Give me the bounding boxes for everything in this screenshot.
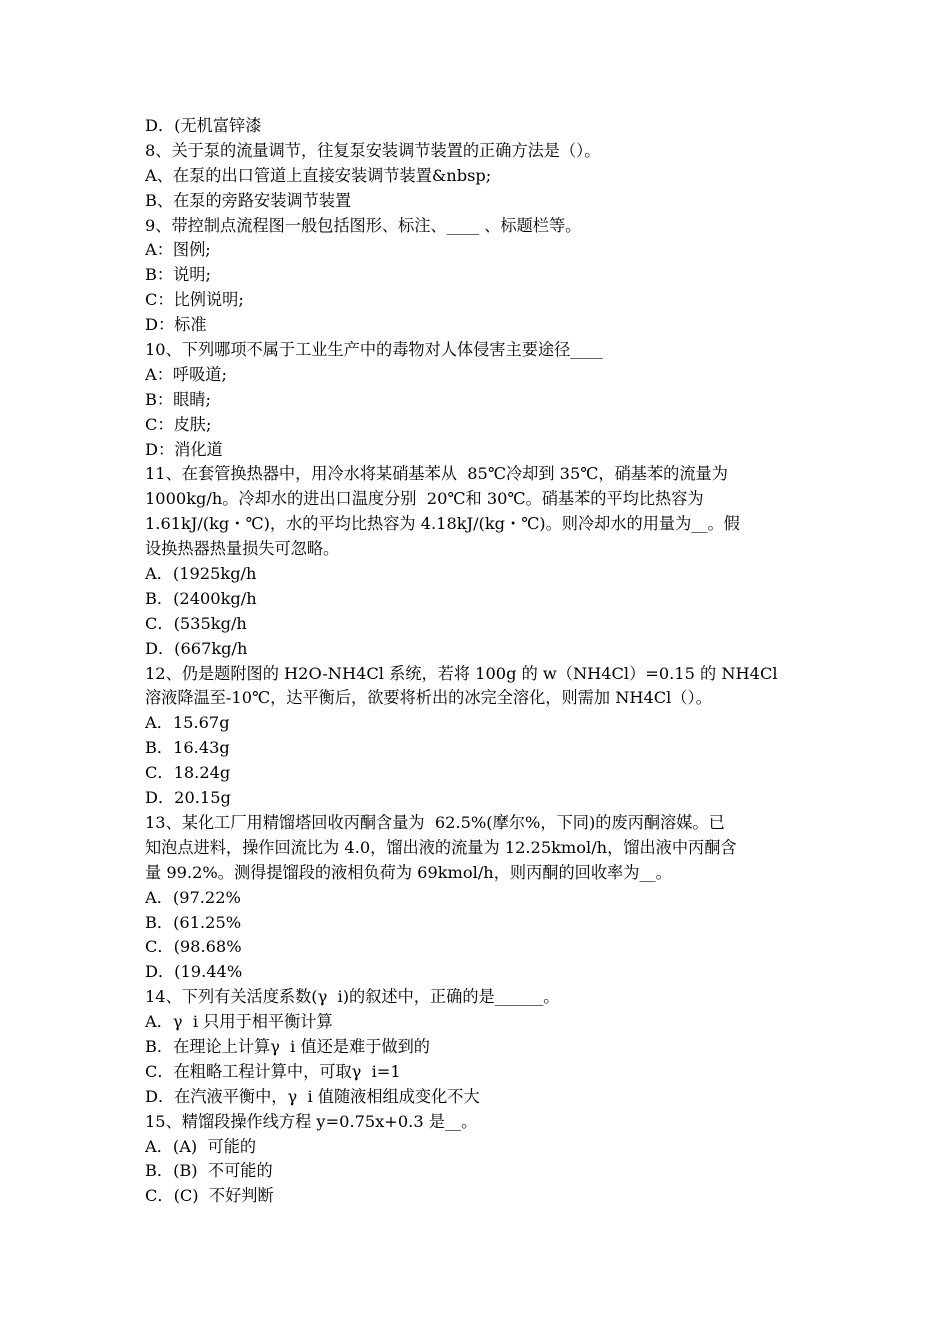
question-11-line-3: 1.61kJ/(kg・℃)，水的平均比热容为 4.18kJ/(kg・℃)。则冷却水的用量为__。假: [145, 514, 740, 534]
option-line: B．(2400kg/h: [145, 588, 257, 608]
question-9: 9、带控制点流程图一般包括图形、标注、____ 、标题栏等。: [145, 215, 582, 235]
option-line: A、在泵的出口管道上直接安装调节装置&nbsp;: [145, 165, 492, 185]
option-line: A．γ i 只用于相平衡计算: [145, 1012, 333, 1032]
question-13-line-2: 知泡点进料，操作回流比为 4.0，馏出液的流量为 12.25kmol/h，馏出液中丙酮含: [145, 837, 737, 857]
question-11-line-4: 设换热器热量损失可忽略。: [145, 539, 340, 559]
option-line: A：呼吸道;: [145, 364, 227, 384]
option-line: C．在粗略工程计算中，可取γ i=1: [145, 1061, 401, 1081]
option-line: D：标准: [145, 315, 207, 335]
question-14: 14、下列有关活度系数(γ i)的叙述中，正确的是______。: [145, 987, 560, 1007]
option-line: D．20.15g: [145, 788, 231, 808]
option-line: B．16.43g: [145, 738, 230, 758]
option-line: A：图例;: [145, 240, 211, 260]
text-line: D．(无机富锌漆: [145, 116, 262, 135]
option-line: B：眼睛;: [145, 389, 211, 409]
option-line: C．18.24g: [145, 763, 231, 783]
option-line: C：比例说明;: [145, 290, 244, 310]
option-line: C：皮肤;: [145, 414, 212, 434]
question-10: 10、下列哪项不属于工业生产中的毒物对人体侵害主要途径____: [145, 340, 603, 360]
question-8: 8、关于泵的流量调节，往复泵安装调节装置的正确方法是（）。: [145, 140, 601, 160]
option-line: B、在泵的旁路安装调节装置: [145, 190, 352, 210]
option-line: B．在理论上计算γ i 值还是难于做到的: [145, 1036, 430, 1056]
question-13-line-3: 量 99.2%。测得提馏段的液相负荷为 69kmol/h，则丙酮的回收率为__。: [145, 862, 672, 882]
option-line: B：说明;: [145, 265, 211, 285]
question-11-line-1: 11、在套管换热器中，用冷水将某硝基苯从 85℃冷却到 35℃，硝基苯的流量为: [145, 464, 728, 484]
question-13-line-1: 13、某化工厂用精馏塔回收丙酮含量为 62.5%(摩尔%，下同)的废丙酮溶媒。已: [145, 812, 725, 832]
option-line: C．(C) 不好判断: [145, 1186, 274, 1206]
option-line: C．(98.68%: [145, 937, 242, 957]
document-page: [145, 114, 810, 1209]
option-line: D：消化道: [145, 439, 223, 459]
question-12-line-2: 溶液降温至-10℃，达平衡后，欲要将析出的冰完全溶化，则需加 NH4Cl（）。: [145, 688, 712, 708]
option-line: C．(535kg/h: [145, 613, 247, 633]
option-line: A．15.67g: [145, 713, 230, 733]
option-line: A．(1925kg/h: [145, 564, 257, 584]
option-line: D．(19.44%: [145, 962, 243, 982]
option-line: A．(97.22%: [145, 887, 241, 907]
option-line: B．(B) 不可能的: [145, 1161, 273, 1181]
question-15: 15、精馏段操作线方程 y=0.75x+0.3 是__。: [145, 1111, 478, 1131]
question-12-line-1: 12、仍是题附图的 H2O-NH4Cl 系统，若将 100g 的 w（NH4Cl）=0.15 的 NH4Cl: [145, 663, 778, 683]
option-line: D．(667kg/h: [145, 638, 248, 658]
option-line: A．(A) 可能的: [145, 1136, 257, 1156]
option-line: B．(61.25%: [145, 912, 242, 932]
question-11-line-2: 1000kg/h。冷却水的进出口温度分别 20℃和 30℃。硝基苯的平均比热容为: [145, 489, 704, 509]
option-line: D．在汽液平衡中，γ i 值随液相组成变化不大: [145, 1086, 480, 1106]
